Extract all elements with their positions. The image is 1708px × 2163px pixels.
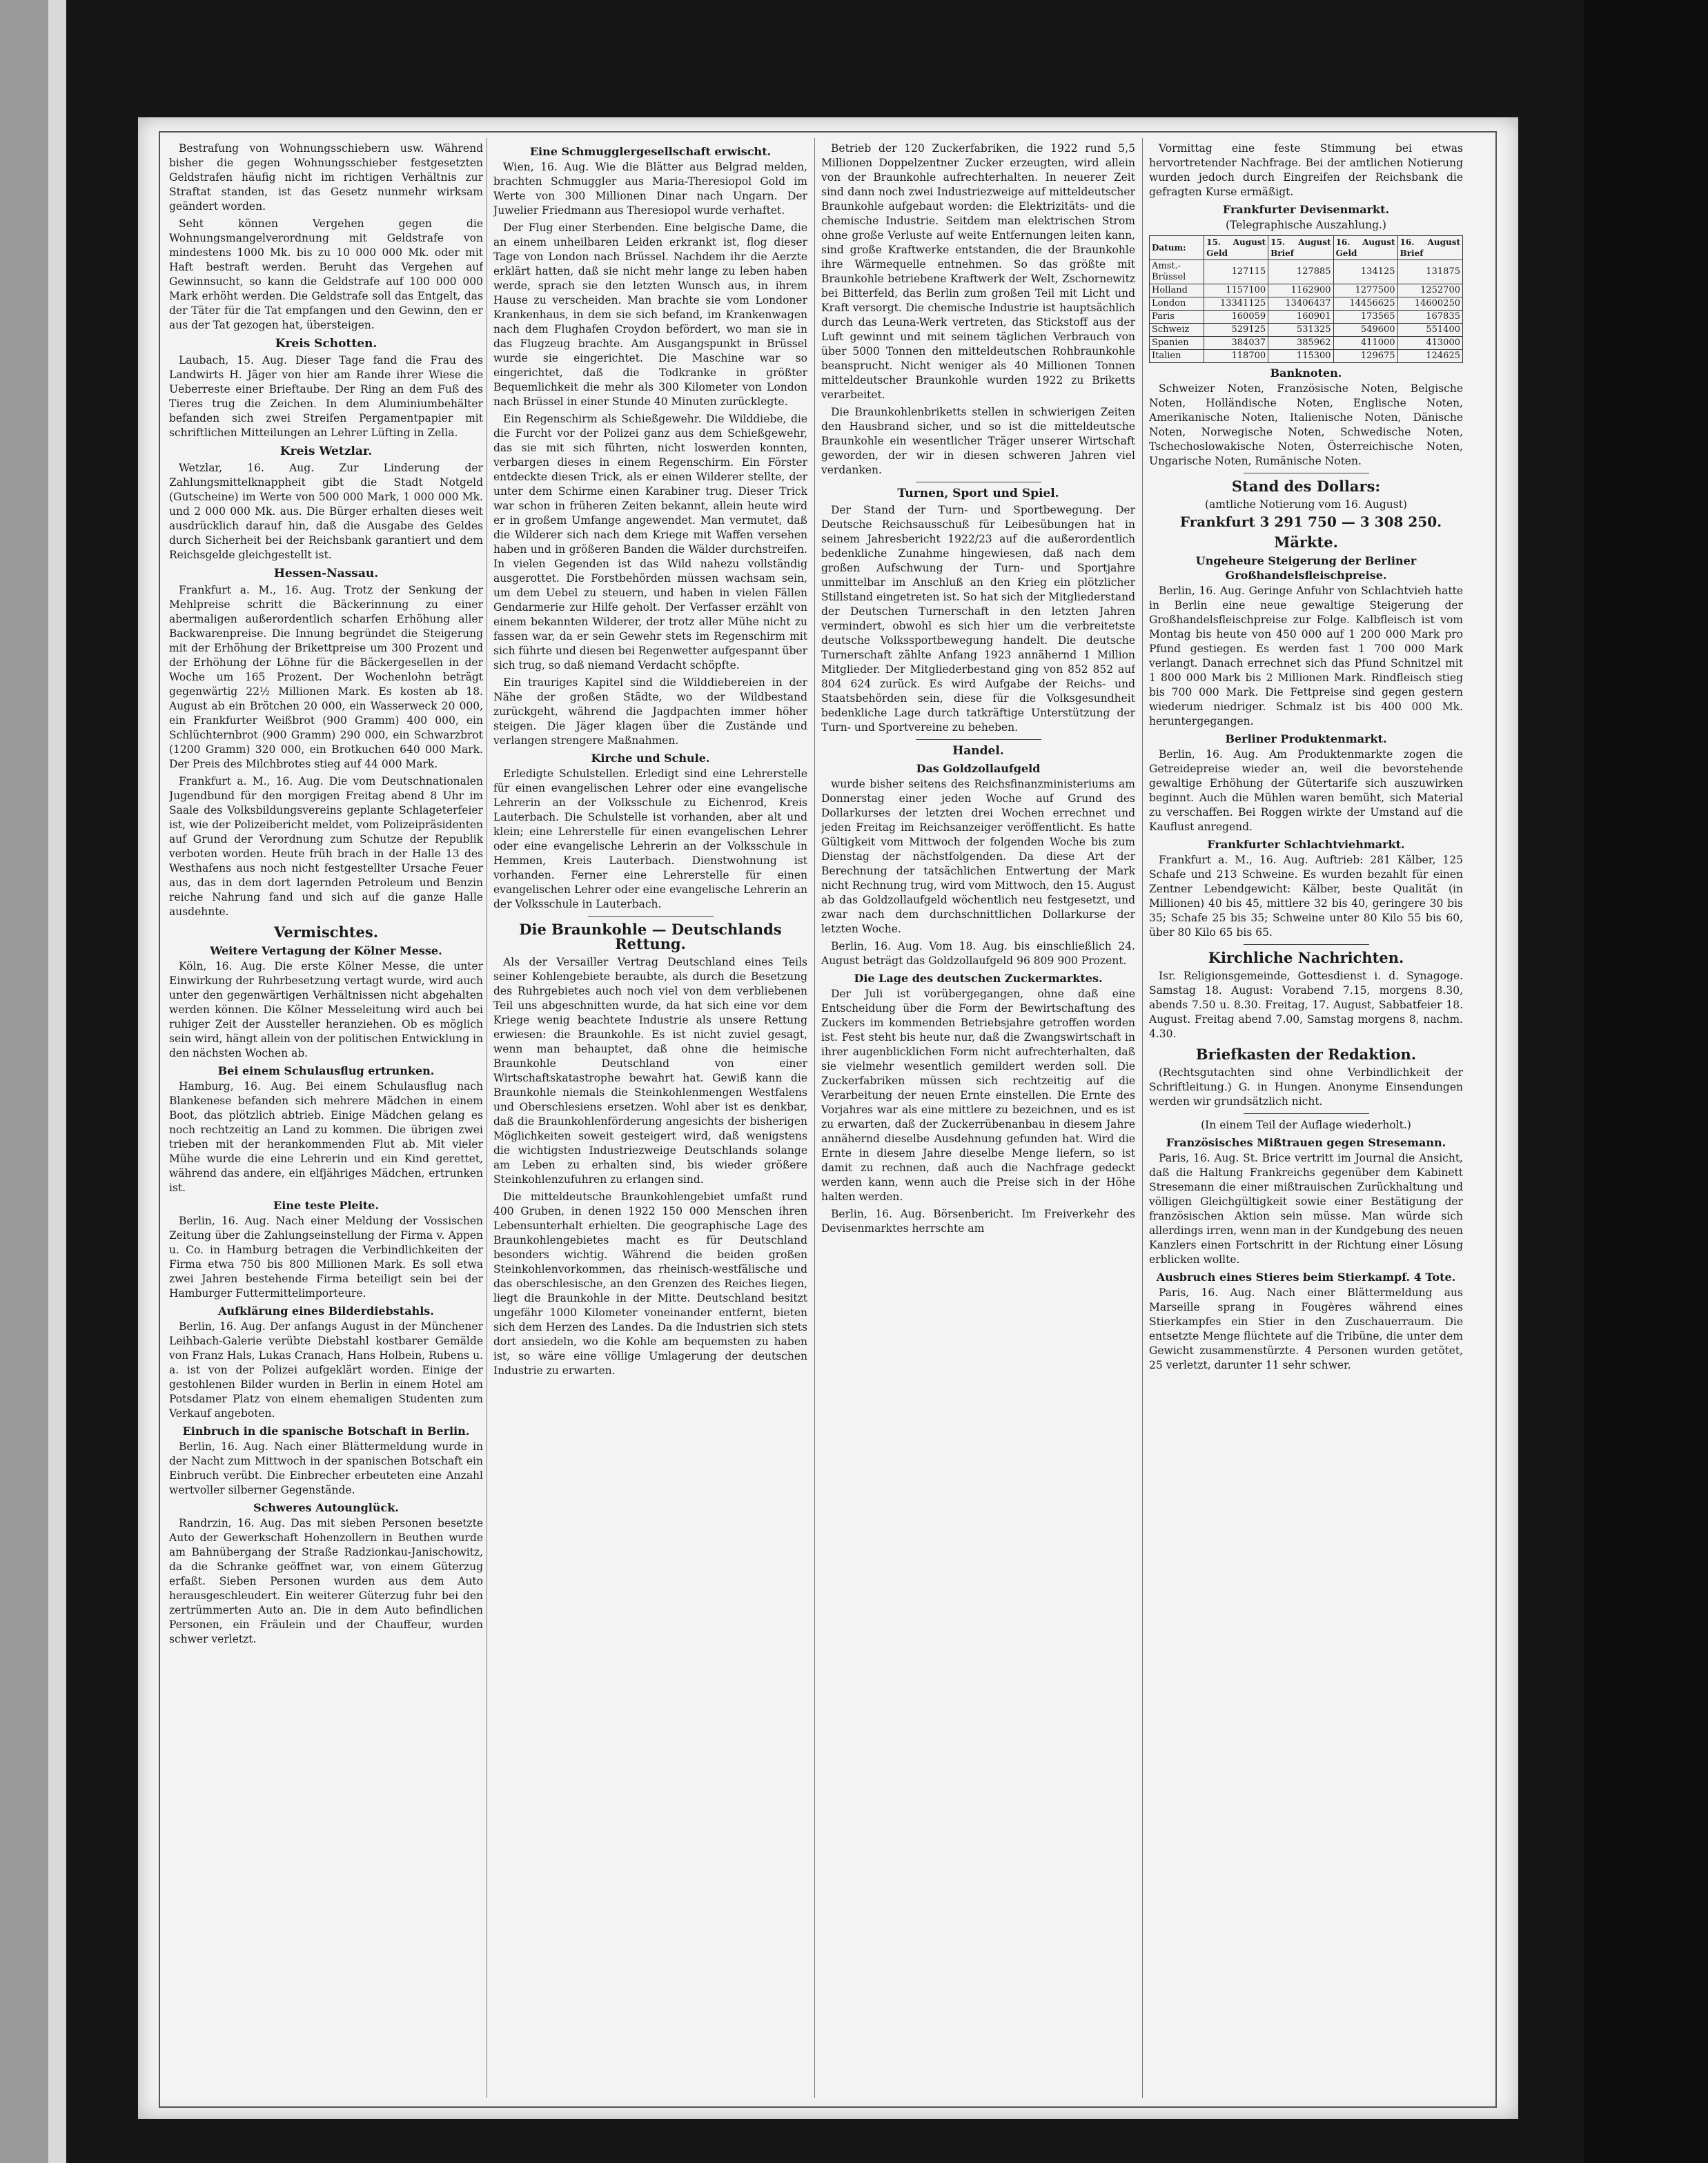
body-text: Berlin, 16. Aug. Nach einer Blättermeldung wurde in der Nacht zum Mittwoch in der spanischen Botschaft ein Einbruch verübt. Die Einbrecher erbeuteten eine Anzahl wertvoller silberner Gegenstände. (169, 1440, 483, 1496)
subheading: Banknoten. (1270, 366, 1342, 380)
table-row (1150, 284, 1463, 297)
table-cell: 14456625 (1333, 297, 1397, 311)
section-heading: Turnen, Sport und Spiel. (897, 487, 1059, 500)
scanner-page-edge (48, 0, 66, 2163)
body-text: Der Juli ist vorübergegangen, ohne daß eine Entscheidung über die Form der Bewirtschaftung des Zuckers im kommenden Betriebsjahre getroffen worden ist. Fest steht bis heute nur, daß die Zwangswirtschaft in ihrer augenblicklichen Form nicht aufrechterhalten, daß sie vielmehr wesentlich gemildert werden soll. Die Zuckerfabriken müssen sich rechtzeitig auf die Verarbeitung der neuen Ernte einstellen. Die Ernte des Vorjahres war als eine mittlere zu bezeichnen, und es ist zu erwarten, daß der Zuckerrübenanbau in diesem Jahre annähernd dieselbe Ausdehnung gefunden hat. Wird die Ernte in diesem Jahre dieselbe Menge liefern, so ist damit zu rechnen, daß auch die Nachfrage gedeckt werden kann, wenn auch die Preise sich in der Höhe halten werden. (821, 988, 1135, 1203)
body-text: Ein Regenschirm als Schießgewehr. Die Wilddiebe, die die Furcht vor der Polizei ganz aus dem Schießgewehr, das sie mit sich führten, nicht loswerden konnten, verbargen dieses in einem Regenschirm. Ein Förster entdeckte diesen Trick, als er einen Wilderer stellte, der unter dem Schirme einen Karabiner trug. Dieser Trick war schon in früheren Zeiten bekannt, allein heute wird er in großem Umfange angewendet. Man vermutet, daß die Wilderer sich nach dem Kriege mit Waffen versehen haben und in größeren Banden die Wälder durchstreifen. In vielen Gegenden ist das Wild nahezu vollständig ausgerottet. Die Forstbehörden müssen wachsam sein, um dem Uebel zu steuern, und haben in vielen Fällen Gendarmerie zur Hilfe geholt. Der Verfasser erzählt von einem bekannten Wilderer, der trotz aller Mühe nicht zu fassen war, da er sein Gewehr stets im Regenschirm mit sich führte und diesen bei Regenwetter aufgespannt über sich trug, so daß niemand Verdacht schöpfte. (493, 413, 807, 672)
table-cell: 124625 (1397, 350, 1462, 363)
table-cell: London (1150, 297, 1204, 311)
table-cell: 134125 (1333, 260, 1397, 284)
body-text: Die mitteldeutsche Braunkohlengebiet umfaßt rund 400 Gruben, in denen 1922 150 000 Menschen ihren Lebensunterhalt erhielten. Die geographische Lage des Braunkohlengebietes macht es für Deutschland besonders wichtig. Während die beiden großen Steinkohlenvorkommen, das rheinisch-westfälische und das oberschlesische, an den Grenzen des Reiches liegen, liegt die Braunkohle in der Mitte. Deutschland besitzt ungefähr 1000 Kilometer voneinander entfernt, bieten sich dem Herzen des Landes. Da die Industrien sich stets dort ansiedeln, wo die Kohle am bequemsten zu haben ist, so wäre eine völlige Umlagerung der deutschen Industrie zu erwarten. (493, 1191, 807, 1377)
section-heading: Hessen-Nassau. (273, 567, 379, 580)
table-cell: 385962 (1268, 337, 1333, 350)
table-cell: 173565 (1333, 311, 1397, 324)
body-text: Köln, 16. Aug. Die erste Kölner Messe, die unter Einwirkung der Ruhrbesetzung vertagt wurde, wird auch unter den gegenwärtigen Verhältnissen nicht abgehalten werden können. Die Kölner Messeleitung wird auch bei ruhiger Zeit der Aussteller heranziehen. Ob es möglich sein wird, hängt allein von der politischen Entwicklung in den nächsten Wochen ab. (169, 960, 483, 1059)
scanner-bed-left (0, 0, 48, 2163)
article-intro: Bestrafung von Wohnungsschiebern usw. Während bisher die gegen Wohnungsschieber festgesetzten Geldstrafen häufig nicht im richtigen Verhältnis zur Straftat standen, ist das Gesetz nunmehr wirksam geändert worden. (169, 142, 483, 213)
table-cell: 1277500 (1333, 284, 1397, 297)
table-cell: Italien (1150, 350, 1204, 363)
body-text: Paris, 16. Aug. St. Brice vertritt im Journal die Ansicht, daß die Haltung Frankreichs gegenüber dem Kabinett Stresemann die einer mißtrauischen Zurückhaltung und völligen Gleichgültigkeit sowie einer Bestätigung der französischen Aktion sein müsse. Man würde sich allerdings irren, wenn man in der Kundgebung des neuen Kanzlers einen Fortschritt in der Richtung einer Lösung erblicken wollte. (1149, 1152, 1463, 1266)
body-text: Der Stand der Turn- und Sportbewegung. Der Deutsche Reichsausschuß für Leibesübungen hat in seinem Jahresbericht 1922/23 auf die außerordentlich bedenkliche Zunahme hingewiesen, daß nach dem großen Aufschwung der Turn- und Sportjahre unmittelbar im Anschluß an den Krieg ein plötzlicher Stillstand eingetreten ist. So hat sich der Mitgliederstand der Deutschen Turnerschaft in den letzten Jahren vermindert, obwohl es sich hier um die verbreitetste deutsche Volkssportbewegung handelt. Die deutsche Turnerschaft zählte Anfang 1923 annähernd 1 Million Mitglieder. Der Mitgliederbestand ging von 852 852 auf 804 624 zurück. Es wird Aufgabe der Reichs- und Staatsbehörden sein, diese für die Volksgesundheit bedenkliche Lage durch tatkräftige Unterstützung der Turn- und Sportvereine zu beheben. (821, 504, 1135, 734)
table-cell: Paris (1150, 311, 1204, 324)
subheading: Bei einem Schulausflug ertrunken. (217, 1064, 435, 1077)
table-cell: Spanien (1150, 337, 1204, 350)
separator (1244, 1113, 1369, 1114)
body-text: wurde bisher seitens des Reichsfinanzministeriums am Donnerstag einer jeden Woche auf Grund des Dollarkurses der letzten drei Wochen errechnet und jeden Freitag im Reichsanzeiger veröffentlicht. Es hatte Gültigkeit vom Mittwoch der folgenden Woche bis zum Dienstag der nächstfolgenden. Da diese Art der Berechnung der tatsächlichen Entwertung der Mark nicht Rechnung trug, wird vom Mittwoch, den 15. August ab das Goldzollaufgeld wöchentlich neu festgesetzt, und zwar nach dem durchschnittlichen Dollarkurse der letzten Woche. (821, 778, 1135, 935)
column-header: Datum: (1150, 236, 1204, 260)
subheading: Eine teste Pleite. (273, 1199, 379, 1212)
table-cell: 160059 (1204, 311, 1268, 324)
subheading: Ungeheure Steigerung der Berliner Großhandelsfleischpreise. (1195, 554, 1417, 582)
table-row (1150, 350, 1463, 363)
column-3 (821, 141, 1135, 2095)
column-header: 16. August Brief (1397, 236, 1462, 260)
table-row (1150, 337, 1463, 350)
subheading: Schweres Autounglück. (253, 1501, 399, 1514)
dollar-rate: Frankfurt 3 291 750 — 3 308 250. (1179, 513, 1442, 530)
body-text: Hamburg, 16. Aug. Bei einem Schulausflug nach Blankenese befanden sich mehrere Mädchen in einem Boot, das plötzlich abtrieb. Einige Mädchen gelang es noch rechtzeitig an Land zu kommen. Die übrigen zwei trieben mit der herankommenden Flut ab. Mit vieler Mühe wurde die eine Lehrerin und ein Kind gerettet, während das andere, ein elfjähriges Mädchen, ertrunken ist. (169, 1080, 483, 1194)
body-text: Betrieb der 120 Zuckerfabriken, die 1922 rund 5,5 Millionen Doppelzentner Zucker erzeugten, wird allein von der Braunkohle aufrechterhalten. In neuerer Zeit sind dann noch zwei Industriezweige auf mitteldeutscher Braunkohle aufgebaut worden: die Elektrizitäts- und die chemische Industrie. Seitdem man elektrischen Strom ohne große Verluste auf weite Entfernungen leiten kann, sind große Kraftwerke entstanden, die der Braunkohle ihre Wärmequelle entnehmen. So das größte mit Braunkohle betriebene Kraftwerk der Welt, Zschornewitz bei Bitterfeld, das Berlin zum großen Teil mit Licht und Kraft versorgt. Die chemische Industrie ist hauptsächlich durch das Leuna-Werk vertreten, das Stickstoff aus der Luft gewinnt und mit seinem täglichen Verbrauch von über 5000 Tonnen den mitteldeutschen Rohbraunkohle beansprucht. Nicht weniger als 40 Millionen Tonnen mitteldeutscher Braunkohle wurden 1922 zu Briketts verarbeitet. (821, 142, 1135, 401)
section-heading: Kreis Schotten. (275, 337, 377, 351)
body-text: Berlin, 16. Aug. Börsenbericht. Im Freiverkehr des Devisenmarktes herrschte am (821, 1208, 1135, 1235)
column-rule (814, 138, 815, 2098)
table-cell: Holland (1150, 284, 1204, 297)
body-text: Randrzin, 16. Aug. Das mit sieben Personen besetzte Auto der Gewerkschaft Hohenzollern in Beuthen wurde am Bahnübergang der Straße Radzionkau-Janischowitz, da die Schranke geöffnet war, von einem Güterzug erfaßt. Sieben Personen wurden aus dem Auto herausgeschleudert. Ein weiterer Güterzug fuhr bei den zertrümmerten Auto an. Die in dem Auto befindlichen Personen, ein Fräulein und der Chauffeur, wurden schwer verletzt. (169, 1517, 483, 1645)
body-text: Laubach, 15. Aug. Dieser Tage fand die Frau des Landwirts H. Jäger von hier am Rande ihrer Wiese die Ueberreste einer Brieftaube. Der Ring an dem Fuß des Tieres trug die Zeichen. In dem Aluminiumbehälter befanden sich zwei Streifen Pergamentpapier mit schriftlichen Mitteilungen an Lehrer Lüfting in Zella. (169, 354, 483, 439)
body-text: Paris, 16. Aug. Nach einer Blättermeldung aus Marseille sprang in Fougères während eines Stierkampfes ein Stier in den Zuschauerraum. Die entsetzte Menge flüchtete auf die Tribüne, die unter dem Gewicht zusammenstürzte. 4 Personen wurden getötet, 25 verletzt, darunter 11 sehr schwer. (1149, 1286, 1463, 1371)
section-heading: Märkte. (1274, 534, 1338, 551)
column-2 (493, 141, 807, 2095)
table-cell: 13341125 (1204, 297, 1268, 311)
body-text: Wien, 16. Aug. Wie die Blätter aus Belgrad melden, brachten Schmuggler aus Maria-Theresiopol Gold im Werte von 300 Millionen Dinar nach Ungarn. Der Juwelier Friedmann aus Theresiopol wurde verhaftet. (493, 161, 807, 217)
table-cell: 411000 (1333, 337, 1397, 350)
column-header: 15. August Brief (1268, 236, 1333, 260)
separator (1244, 944, 1369, 945)
body-text: Berlin, 16. Aug. Geringe Anfuhr von Schlachtvieh hatte in Berlin eine neue gewaltige Steigerung der Großhandelsfleischpreise zur Folge. Kalbfleisch ist vom Montag bis heute von 450 000 auf 1 200 000 Mark pro Pfund gestiegen. Es werden fast 1 700 000 Mark verlangt. Danach errechnet sich das Pfund Schnitzel mit 1 800 000 Mark bis 2 Millionen Mark. Rindfleisch stieg bis 700 000 Mark. Die Fettpreise sind gegen gestern wiederum niedriger. Schmalz ist bis 400 000 Mk. heruntergegangen. (1149, 585, 1463, 727)
subheading: Die Lage des deutschen Zuckermarktes. (854, 972, 1103, 985)
table-cell: 129675 (1333, 350, 1397, 363)
table-cell: Amst.-Brüssel (1150, 260, 1204, 284)
table-cell: 115300 (1268, 350, 1333, 363)
body-text: Vormittag eine feste Stimmung bei etwas hervortretender Nachfrage. Bei der amtlichen Notierung wurden jedoch durch Eingreifen der Reichsbank die gefragten Kurse ermäßigt. (1149, 142, 1463, 198)
table-cell: 384037 (1204, 337, 1268, 350)
table-cell: 1252700 (1397, 284, 1462, 297)
subheading: Frankfurter Schlachtviehmarkt. (1207, 838, 1405, 851)
body-text: Der Flug einer Sterbenden. Eine belgische Dame, die an einem unheilbaren Leiden erkrankt ist, flog dieser Tage von London nach Brüssel. Nachdem ihr die Aerzte erklärt hatten, daß sie nicht mehr lange zu leben haben werde, sprach sie den letzten Wunsch aus, in ihrem Hause zu verscheiden. Man brachte sie vom Londoner Krankenhaus, in dem sie sich befand, im Krankenwagen nach dem Flughafen Croydon befördert, wo man sie in das Flugzeug brachte. Am Ausgangspunkt in Brüssel wurde sie eingerichtet. Die Maschine war so eingerichtet, daß die Todkranke in größter Bequemlichkeit die mehr als 300 Kilometer von London nach Brüssel in einer Stunde 40 Minuten zurücklegte. (493, 222, 807, 408)
section-heading: Vermischtes. (273, 923, 379, 941)
body-text: Ein trauriges Kapitel sind die Wilddiebereien in der Nähe der großen Städte, wo der Wildbestand zurückgeht, während die Jagdpachten immer höher steigen. Die Jäger klagen über die Zustände und verlangen strengere Maßnahmen. (493, 676, 807, 747)
subheading-note: (Telegraphische Auszahlung.) (1226, 219, 1386, 231)
table-cell: 14600250 (1397, 297, 1462, 311)
table-cell: 529125 (1204, 324, 1268, 337)
currency-table (1149, 235, 1463, 363)
subheading: Berliner Produktenmarkt. (1225, 732, 1387, 745)
table-row (1150, 324, 1463, 337)
subheading: Frankfurter Devisenmarkt. (1222, 203, 1390, 216)
table-row (1150, 297, 1463, 311)
subheading: Eine Schmugglergesellschaft erwischt. (529, 145, 772, 158)
body-text: Isr. Religionsgemeinde, Gottesdienst i. d. Synagoge. Samstag 18. August: Vorabend 7.15, morgens 8.30, abends 7.50 u. 8.30. Freitag, 17. August, Sabbatfeier 18. August. Freitag abend 7.00, Samstag morgens 8, nachm. 4.30. (1149, 970, 1463, 1040)
body-text: Frankfurt a. M., 16. Aug. Die vom Deutschnationalen Jugendbund für den morgigen Freitag abend 8 Uhr im Saale des Volksbildungsvereins geplante Schlageterfeier ist, wie der Polizeibericht meldet, vom Polizeipräsidenten auf Grund der Verordnung zum Schutze der Republik verboten worden. Heute früh brach in der Halle 13 des Westhafens aus noch nicht festgestellter Ursache Feuer aus, das in dem dort lagernden Petroleum und Benzin reiche Nahrung fand und sich auf die ganze Halle ausdehnte. (169, 775, 483, 918)
subheading: Französisches Mißtrauen gegen Stresemann. (1166, 1136, 1446, 1149)
body-text: Berlin, 16. Aug. Vom 18. Aug. bis einschließlich 24. August beträgt das Goldzollaufgeld 96 809 900 Prozent. (821, 940, 1135, 967)
section-heading: Kreis Wetzlar. (279, 444, 373, 458)
body-text: Berlin, 16. Aug. Am Produktenmarkte zogen die Getreidepreise wieder an, weil die bevorstehende gewaltige Erhöhung der Gütertarife sich auszuwirken beginnt. Auch die Mühlen waren bemüht, sich Material zu verschaffen. Bei Roggen wirkte der Umstand auf die Kauflust anregend. (1149, 748, 1463, 833)
column-header: 16. August Geld (1333, 236, 1397, 260)
body-text: Wetzlar, 16. Aug. Zur Linderung der Zahlungsmittelknappheit gibt die Stadt Notgeld (Gutscheine) im Werte von 500 000 Mark, 1 000 000 Mk. und 2 000 000 Mk. aus. Die Bürger erhalten dieses weit ausdrücklich darauf hin, daß die Ausgabe des Geldes durch Sicherheit bei der Reichsbank garantiert und dem Reichsgelde gleichgestellt ist. (169, 462, 483, 561)
body-text: Frankfurt a. M., 16. Aug. Trotz der Senkung der Mehlpreise schritt die Bäckerinnung zu einer abermaligen außerordentlich scharfen Erhöhung aller Backwarenpreise. Die Innung begründet die Steigerung mit der Erhöhung der Brikettpreise um 300 Prozent und der Erhöhung der Löhne für die Bäckergesellen in der Woche um 165 Prozent. Der Wochenlohn beträgt gegenwärtig 22½ Millionen Mark. Es kosten ab 18. August ab ein Brötchen 20 000, ein Wasserweck 20 000, ein Frankfurter Weißbrot (900 Gramm) 400 000, ein Schlüchternbrot (900 Gramm) 290 000, ein Schwarzbrot (1200 Gramm) 320 000, ein Brotkuchen 640 000 Mark. Der Preis des Milchbrotes stieg auf 44 000 Mark. (169, 584, 483, 770)
subheading: Weitere Vertagung der Kölner Messe. (210, 944, 442, 957)
edition-note: (In einem Teil der Auflage wiederholt.) (1201, 1119, 1411, 1131)
dollar-note: (amtliche Notierung vom 16. August) (1205, 498, 1407, 511)
table-row (1150, 260, 1463, 284)
table-cell: 13406437 (1268, 297, 1333, 311)
table-cell: 127885 (1268, 260, 1333, 284)
separator (588, 916, 714, 917)
table-row (1150, 311, 1463, 324)
table-cell: 118700 (1204, 350, 1268, 363)
body-text: Frankfurt a. M., 16. Aug. Auftrieb: 281 Kälber, 125 Schafe und 213 Schweine. Es wurden bezahlt für einen Zentner Lebendgewicht: Kälber, beste Qualität (in Millionen) 40 bis 45, mittlere 32 bis 40, geringere 30 bis 35; Schafe 25 bis 35; Schweine unter 80 Kilo 55 bis 60, über 80 Kilo 65 bis 65. (1149, 854, 1463, 939)
body-text: Erledigte Schulstellen. Erledigt sind eine Lehrerstelle für einen evangelischen Lehrer oder eine evangelische Lehrerin an der Volksschule zu Eichenrod, Kreis Lauterbach. Die Schulstelle ist vorhanden, aber alt und klein; eine Lehrerstelle für einen evangelischen Lehrer oder eine evangelische Lehrerin an der Volksschule in Hemmen, Kreis Lauterbach. Dienstwohnung ist vorhanden. Ferner eine Lehrerstelle für einen evangelischen Lehrer oder eine evangelische Lehrerin an der Volksschule in Lauterbach. (493, 767, 807, 910)
body-text: Als der Versailler Vertrag Deutschland eines Teils seiner Kohlengebiete beraubte, als durch die Besetzung des Ruhrgebietes auch noch viel von dem verbliebenen Teil uns abgeschnitten wurde, da hat sich eine vor dem Kriege wenig beachtete Industrie als unsere Rettung erwiesen: die Braunkohle. Es ist nicht zuviel gesagt, wenn man behauptet, daß ohne die heimische Braunkohle Deutschland von einer Wirtschaftskatastrophe bewahrt hat. Gewiß kann die Braunkohle niemals die Steinkohlenmengen Westfalens und Oberschlesiens ersetzen. Wohl aber ist es denkbar, daß die Braunkohlenförderung angesichts der bisherigen Möglichkeiten soweit gesteigert wird, daß wenigstens die wichtigsten Industriezweige Deutschlands solange am Leben zu erhalten sind, bis wieder größere Steinkohlenzufuhren zu erlangen sind. (493, 956, 807, 1186)
separator (916, 739, 1041, 740)
table-cell: 1162900 (1268, 284, 1333, 297)
column-1 (169, 141, 483, 2095)
table-cell: Schweiz (1150, 324, 1204, 337)
table-cell: 160901 (1268, 311, 1333, 324)
table-cell: 413000 (1397, 337, 1462, 350)
body-text: Seht können Vergehen gegen die Wohnungsmangelverordnung mit Geldstrafe von mindestens 1000 Mk. bis zu 10 000 000 Mk. oder mit Haft bestraft werden. Beruht das Vergehen auf Gewinnsucht, so kann die Geldstrafe auf 100 000 000 Mark erhöht werden. Die Geldstrafe soll das Entgelt, das der Täter für die Tat empfangen und den Gewinn, den er aus der Tat gezogen hat, übersteigen. (169, 217, 483, 331)
newspaper-page (138, 117, 1518, 2119)
column-4 (1149, 141, 1463, 2095)
body-text: Schweizer Noten, Französische Noten, Belgische Noten, Holländische Noten, Englische Noten, Amerikanische Noten, Italienische Noten, Dänische Noten, Norwegische Noten, Schwedische Noten, Tschechoslowakische Noten, Österreichische Noten, Ungarische Noten, Rumänische Noten. (1149, 382, 1463, 467)
subheading: Ausbruch eines Stieres beim Stierkampf. 4 Tote. (1156, 1271, 1456, 1284)
article-headline: Die Braunkohle — Deutschlands Rettung. (519, 921, 782, 952)
body-text: Berlin, 16. Aug. Der anfangs August in der Münchener Leihbach-Galerie verübte Diebstahl kostbarer Gemälde von Franz Hals, Lukas Cranach, Hans Holbein, Rubens u. a. ist von der Polizei aufgeklärt worden. Einige der gestohlenen Bilder wurden in Berlin in einem Hotel am Potsdamer Platz von einem ehemaligen Studenten zum Verkauf angeboten. (169, 1320, 483, 1420)
section-heading: Stand des Dollars: (1231, 478, 1381, 495)
table-cell: 131875 (1397, 260, 1462, 284)
body-text: Die Braunkohlenbriketts stellen in schwierigen Zeiten den Hausbrand sicher, und so ist die mitteldeutsche Braunkohle ein wesentlicher Träger unserer Wirtschaft geworden, der wir in diesen schweren Jahren viel verdanken. (821, 406, 1135, 476)
scanner-bed-right (1584, 0, 1708, 2163)
subheading: Aufklärung eines Bilderdiebstahls. (218, 1304, 434, 1318)
section-heading: Kirchliche Nachrichten. (1208, 949, 1404, 966)
column-rule (1142, 138, 1143, 2098)
section-heading: Handel. (952, 744, 1004, 758)
table-cell: 127115 (1204, 260, 1268, 284)
subheading: Das Goldzollaufgeld (916, 762, 1041, 775)
section-heading: Briefkasten der Redaktion. (1195, 1046, 1417, 1063)
body-text: Berlin, 16. Aug. Nach einer Meldung der Vossischen Zeitung über die Zahlungseinstellung der Firma v. Appen u. Co. in Hamburg betragen die Verbindlichkeiten der Firma etwa 750 bis 800 Millionen Mark. Es soll etwa zwei Jahren bestehende Firma beteiligt sein bei der Hamburger Futtermittelimporteure. (169, 1215, 483, 1300)
table-cell: 531325 (1268, 324, 1333, 337)
column-header: 15. August Geld (1204, 236, 1268, 260)
table-cell: 551400 (1397, 324, 1462, 337)
table-cell: 1157100 (1204, 284, 1268, 297)
table-cell: 549600 (1333, 324, 1397, 337)
body-text: (Rechtsgutachten sind ohne Verbindlichkeit der Schriftleitung.) G. in Hungen. Anonyme Einsendungen werden wir grundsätzlich nicht. (1149, 1066, 1463, 1108)
subheading: Einbruch in die spanische Botschaft in Berlin. (182, 1425, 470, 1438)
table-cell: 167835 (1397, 311, 1462, 324)
subheading: Kirche und Schule. (591, 752, 710, 765)
